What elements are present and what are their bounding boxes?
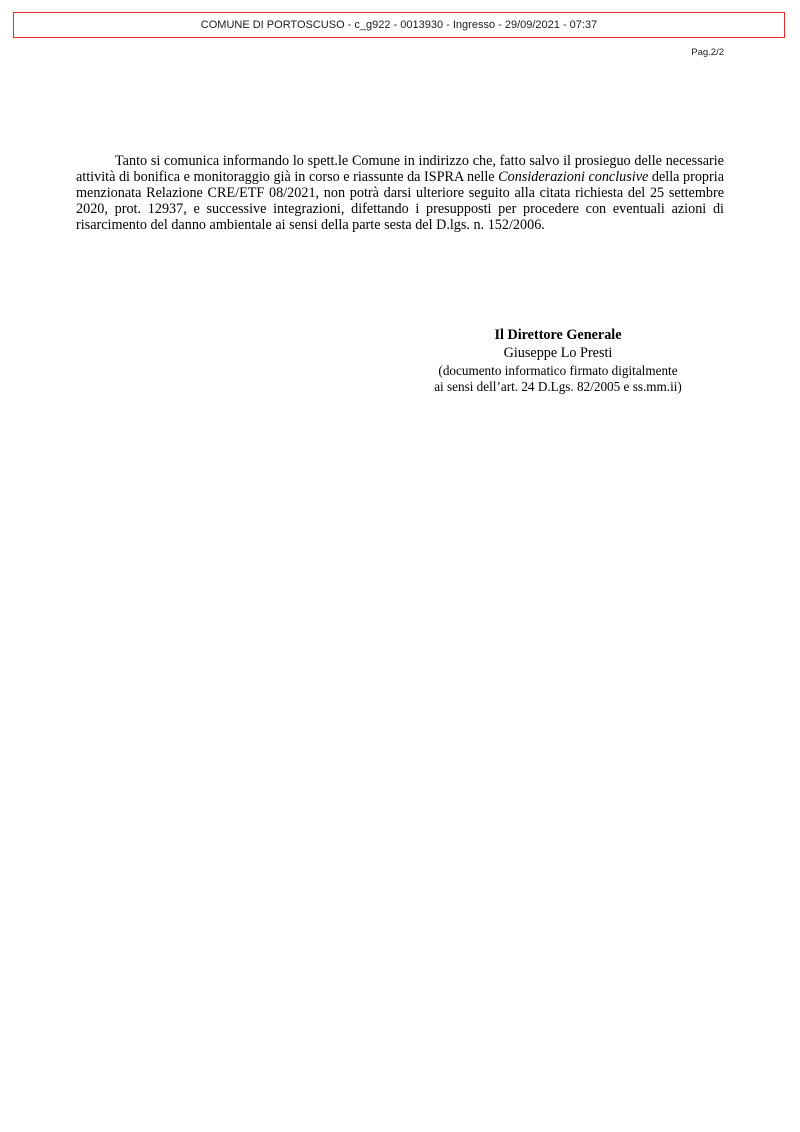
signatory-name: Giuseppe Lo Presti <box>503 345 613 361</box>
digital-signature-note-line2: ai sensi dell’art. 24 D.Lgs. 82/2005 e ss.mm.ii) <box>434 378 682 394</box>
protocol-stamp <box>13 12 785 38</box>
paragraph-text-part2: della propria menzionata Relazione CRE/ETF 08/2021, non potrà darsi ulteriore seguito alla citata richiesta del 25 settembre 2020, prot. 12937, e successive integrazioni, difettando i presupposti per procedere con eventuali azioni di risarcimento del danno ambientale ai sensi della parte sesta del D.lgs. n. 152/2006. <box>76 169 724 234</box>
digital-signature-note-line1: (documento informatico firmato digitalmente <box>438 363 678 378</box>
body-paragraph <box>76 153 724 233</box>
signatory-title: Il Direttore Generale <box>494 327 622 343</box>
page-number: Pag.2/2 <box>691 47 724 58</box>
paragraph-text-part1: Tanto si comunica informando lo spett.le Comune in indirizzo che, fatto salvo il prosieguo delle necessarie attività di bonifica e monitoraggio già in corso e riassunte da ISPRA nelle <box>76 153 724 186</box>
signature-block <box>408 326 708 394</box>
protocol-stamp-text: COMUNE DI PORTOSCUSO - c_g922 - 0013930 - Ingresso - 29/09/2021 - 07:37 <box>200 19 598 31</box>
paragraph-italic-reference: Considerazioni conclusive <box>498 169 649 186</box>
